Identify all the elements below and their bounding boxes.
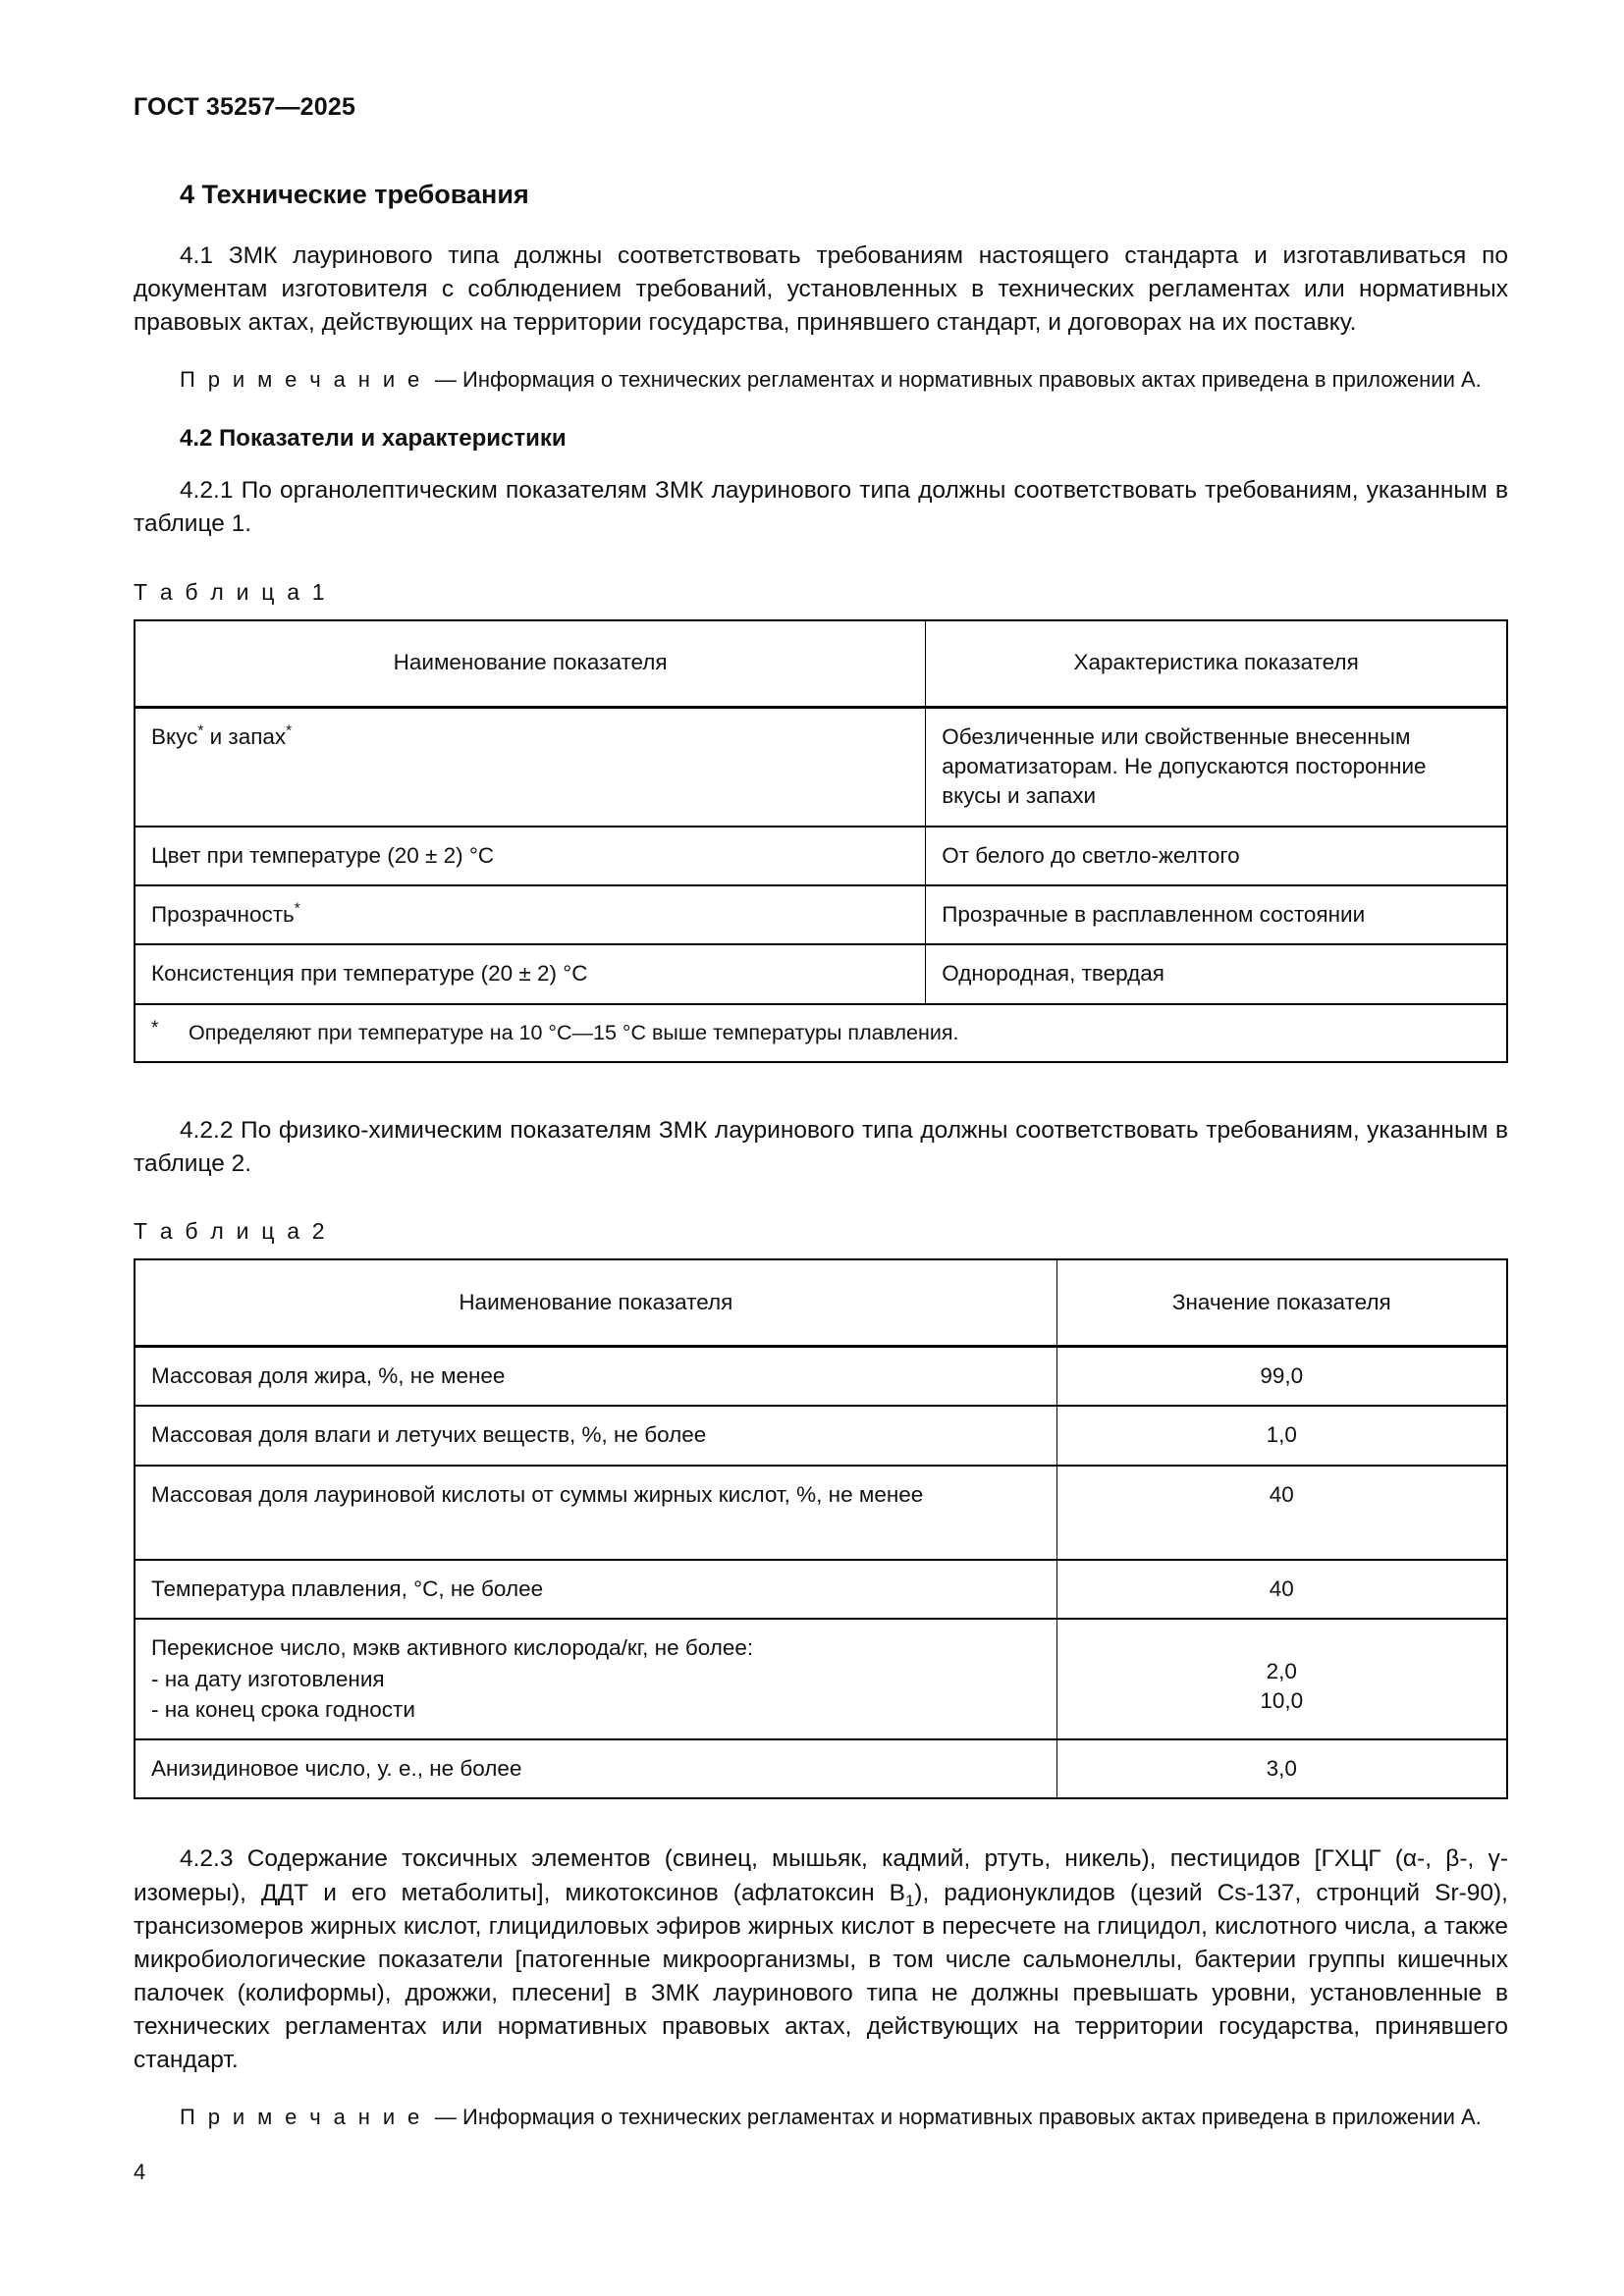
indicator-name: Цвет при температуре (20 ± 2) °С [151, 842, 495, 868]
table-row [135, 944, 1507, 1003]
peroxide-sub-list [151, 1665, 1041, 1725]
table-2-cell-name: Температура плавления, °С, не более [135, 1560, 1056, 1619]
table-2-header-value: Значение показателя [1056, 1259, 1507, 1347]
indicator-name: Вкус [151, 723, 198, 749]
footnote-marker-icon: * [286, 722, 293, 739]
table-2-cell-name-peroxide [135, 1619, 1056, 1739]
indicator-name: Консистенция при температуре (20 ± 2) °С [151, 961, 588, 987]
table-2-cell-value: 40 [1056, 1466, 1507, 1560]
table-1-organoleptic [134, 619, 1508, 1063]
table-row-peroxide [135, 1619, 1507, 1739]
table-1-cell-value: Однородная, твердая [926, 944, 1507, 1003]
table-row [135, 1466, 1507, 1560]
peroxide-values [1073, 1657, 1490, 1717]
note-block-1 [134, 365, 1508, 396]
list-item: - на дату изготовления [151, 1667, 385, 1692]
table-2-head [135, 1259, 1507, 1347]
table-2-cell-value: 3,0 [1056, 1739, 1507, 1798]
table-2-body [135, 1346, 1507, 1798]
paragraph-4-2-3 [134, 1842, 1508, 2076]
table-row [135, 1560, 1507, 1619]
note-label: П р и м е ч а н и е [180, 2104, 423, 2129]
table-1-cell-value: От белого до светло-желтого [926, 827, 1507, 885]
table-2-cell-value: 1,0 [1056, 1406, 1507, 1465]
page-content [134, 94, 1508, 2132]
indicator-name-mid: и запах [203, 723, 287, 749]
table-row [135, 1739, 1507, 1798]
paragraph-4-2-3-part-1: 4.2.3 Содержание токсичных элементов (свинец, мышьяк, кадмий, ртуть, никель), пестицидов [ГХЦГ (α-, β-, γ-изомеры), ДДТ и его метаболиты], микотоксинов (афлатоксин B [134, 1845, 1508, 1906]
subsection-heading-4-2: 4.2 Показатели и характеристики [180, 424, 567, 452]
table-2-cell-value: 40 [1056, 1560, 1507, 1619]
table-2-physchem [134, 1258, 1508, 1800]
note-dash: — [422, 2104, 463, 2129]
note-text: Информация о технических регламентах и нормативных правовых актах приведена в приложении А. [462, 367, 1482, 393]
table-1-cell-name [135, 944, 926, 1003]
peroxide-value-manufacture: 2,0 [1266, 1658, 1297, 1683]
table-1-cell-name [135, 827, 926, 885]
section-heading-4: 4 Технические требования [180, 179, 529, 209]
document-header: ГОСТ 35257—2025 [134, 93, 356, 121]
table-row [135, 1346, 1507, 1406]
table-2-cell-name: Анизидиновое число, у. е., не более [135, 1739, 1056, 1798]
peroxide-title: Перекисное число, мэкв активного кислорода/кг, не более: [151, 1634, 754, 1660]
table-header-row [135, 620, 1507, 708]
table-1-cell-name [135, 707, 926, 827]
footnote-text: Определяют при температуре на 10 °С—15 °С выше температуры плавления. [189, 1020, 959, 1044]
table-1-header-value: Характеристика показателя [926, 620, 1507, 708]
table-row [135, 707, 1507, 827]
peroxide-value-shelf-end: 10,0 [1260, 1688, 1304, 1714]
table-2-caption: Т а б л и ц а 2 [134, 1217, 328, 1244]
paragraph-4-2-1: 4.2.1 По органолептическим показателям ЗМК лауринового типа должны соответствовать требованиям, указанным в таблице 1. [134, 477, 1508, 538]
note-dash: — [422, 367, 463, 393]
page-number: 4 [134, 2160, 146, 2184]
table-1-footnote-row [135, 1004, 1507, 1062]
indicator-name: Прозрачность [151, 902, 295, 927]
table-1-body [135, 707, 1507, 1062]
table-2-cell-name: Массовая доля лауриновой кислоты от суммы жирных кислот, %, не менее [135, 1466, 1056, 1560]
footnote-marker-icon: * [197, 722, 204, 739]
table-1-cell-value: Обезличенные или свойственные внесенным ароматизаторам. Не допускаются посторонние вкусы и запахи [926, 707, 1507, 827]
table-row [135, 827, 1507, 885]
table-row [135, 885, 1507, 944]
table-header-row [135, 1259, 1507, 1347]
paragraph-4-1: 4.1 ЗМК лауринового типа должны соответствовать требованиям настоящего стандарта и изготавливаться по документам изготовителя с соблюдением требований, установленных в технических регламентах или нормативных правовых актах, действующих на территории государства, принявшего стандарт, и договорах на их поставку. [134, 241, 1508, 336]
footnote-marker-icon: * [151, 1017, 159, 1039]
table-1-caption: Т а б л и ц а 1 [134, 578, 328, 605]
table-row [135, 1406, 1507, 1465]
list-item: - на конец срока годности [151, 1696, 415, 1722]
note-text: Информация о технических регламентах и нормативных правовых актах приведена в приложении А. [462, 2104, 1482, 2129]
table-1-cell-name [135, 885, 926, 944]
table-1-header-name: Наименование показателя [135, 620, 926, 708]
table-2-cell-value-peroxide [1056, 1619, 1507, 1739]
paragraph-4-2-3-part-2: ), радионуклидов (цезий Cs-137, стронций Sr-90), трансизомеров жирных кислот, глицидиловых эфиров жирных кислот в пересчете на глицидол, кислотного числа, а также микробиологические показатели [патогенные микроорганизмы, в том числе сальмонеллы, бактерии группы кишечных палочек (колиформы), дрожжи, плесени] в ЗМК лауринового типа не должны превышать уровни, установленные в технических регламентах или нормативных правовых актах, действующих на территории государства, принявшего стандарт. [134, 1879, 1508, 2073]
table-2-cell-name: Массовая доля жира, %, не менее [135, 1346, 1056, 1406]
aflatoxin-subscript: 1 [905, 1891, 915, 1910]
table-1-head [135, 620, 1507, 708]
table-1-cell-value: Прозрачные в расплавленном состоянии [926, 885, 1507, 944]
table-2-cell-value: 99,0 [1056, 1346, 1507, 1406]
table-2-header-name: Наименование показателя [135, 1259, 1056, 1347]
note-block-2 [134, 2103, 1508, 2133]
table-2-cell-name: Массовая доля влаги и летучих веществ, %, не более [135, 1406, 1056, 1465]
footnote-marker-icon: * [294, 900, 300, 918]
table-1-footnote-cell [135, 1004, 1507, 1062]
note-label: П р и м е ч а н и е [180, 367, 423, 393]
paragraph-4-2-2: 4.2.2 По физико-химическим показателям ЗМК лауринового типа должны соответствовать требованиям, указанным в таблице 2. [134, 1116, 1508, 1177]
